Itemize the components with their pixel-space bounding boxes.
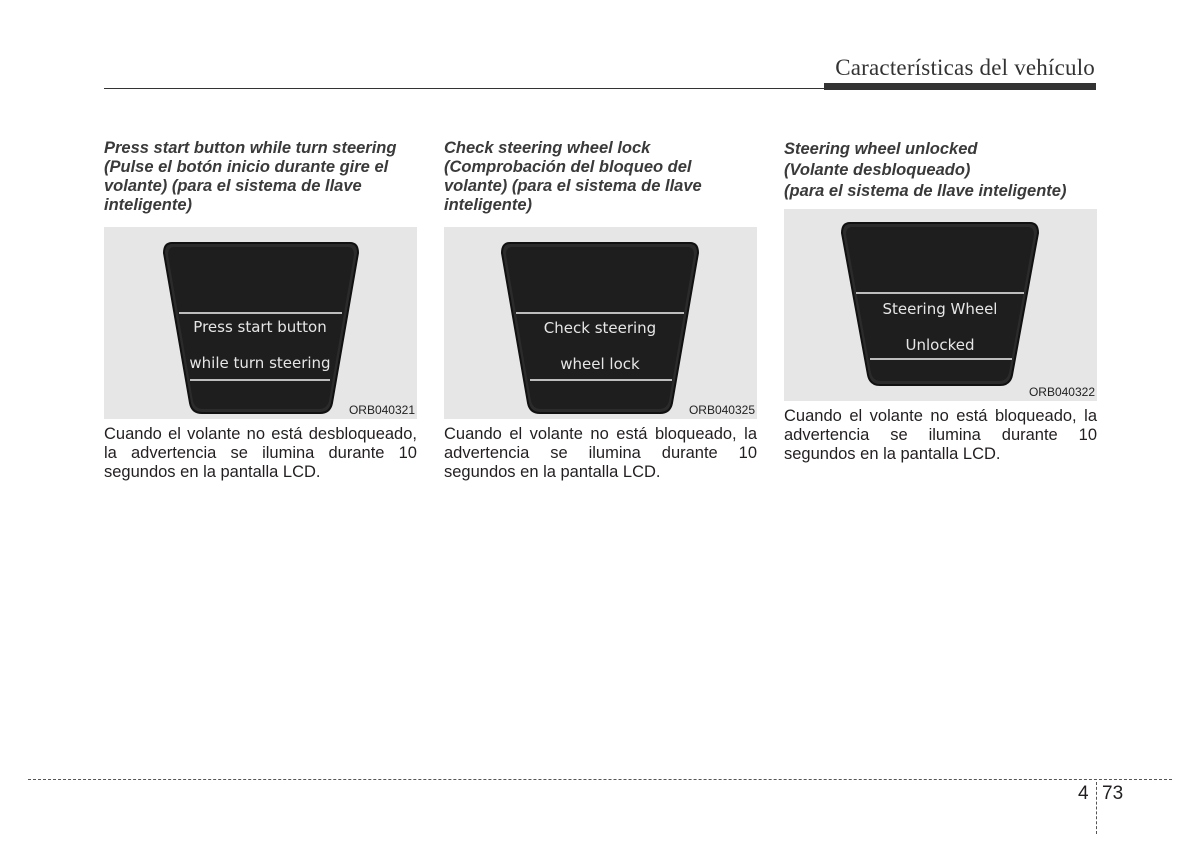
lcd-text-line-2: while turn steering (189, 354, 331, 372)
figure-code: ORB040321 (348, 403, 415, 417)
lcd-display-illustration (444, 227, 757, 419)
section-heading: Steering wheel unlocked (Volante desbloqueado) (para el sistema de llave inteligente) (784, 140, 1067, 200)
section-heading: Press start button while turn steering (Pulse el botón inicio durante gire el volante) (para el sistema de llave inteligente) (104, 139, 397, 214)
figure-code: ORB040325 (688, 403, 755, 417)
lcd-text-line-1: Check steering (543, 319, 657, 337)
section-check-steering-wheel-lock (444, 139, 757, 482)
chapter-number: 4 (1078, 783, 1089, 804)
page-number: 73 (1102, 783, 1124, 804)
lcd-text-line-1: Steering Wheel (882, 300, 998, 318)
section-heading: Check steering wheel lock (Comprobación del bloqueo del volante) (para el sistema de llave inteligente) (444, 139, 702, 214)
lcd-display-illustration (784, 209, 1097, 401)
section-body-text: Cuando el volante no está bloqueado, la advertencia se ilumina durante 10 segundos en la pantalla LCD. (784, 407, 1097, 463)
footer-rule (28, 779, 1172, 780)
section-steering-wheel-unlocked (784, 139, 1097, 464)
section-body-text: Cuando el volante no está bloqueado, la advertencia se ilumina durante 10 segundos en la pantalla LCD. (444, 425, 757, 481)
section-body-text: Cuando el volante no está desbloqueado, la advertencia se ilumina durante 10 segundos en la pantalla LCD. (104, 425, 417, 481)
footer-divider (1096, 782, 1097, 834)
lcd-text-line-2: Unlocked (905, 336, 975, 354)
section-press-start-button (104, 139, 417, 482)
figure-code: ORB040322 (1028, 385, 1095, 399)
lcd-warning-figure (444, 227, 757, 419)
lcd-warning-figure (104, 227, 417, 419)
lcd-display-illustration (104, 227, 417, 419)
lcd-text-line-2: wheel lock (560, 355, 640, 373)
lcd-text-line-1: Press start button (193, 318, 327, 336)
page-header-title: Características del vehículo (835, 55, 1095, 80)
lcd-warning-figure (784, 209, 1097, 401)
header-rule-accent (824, 83, 1096, 90)
